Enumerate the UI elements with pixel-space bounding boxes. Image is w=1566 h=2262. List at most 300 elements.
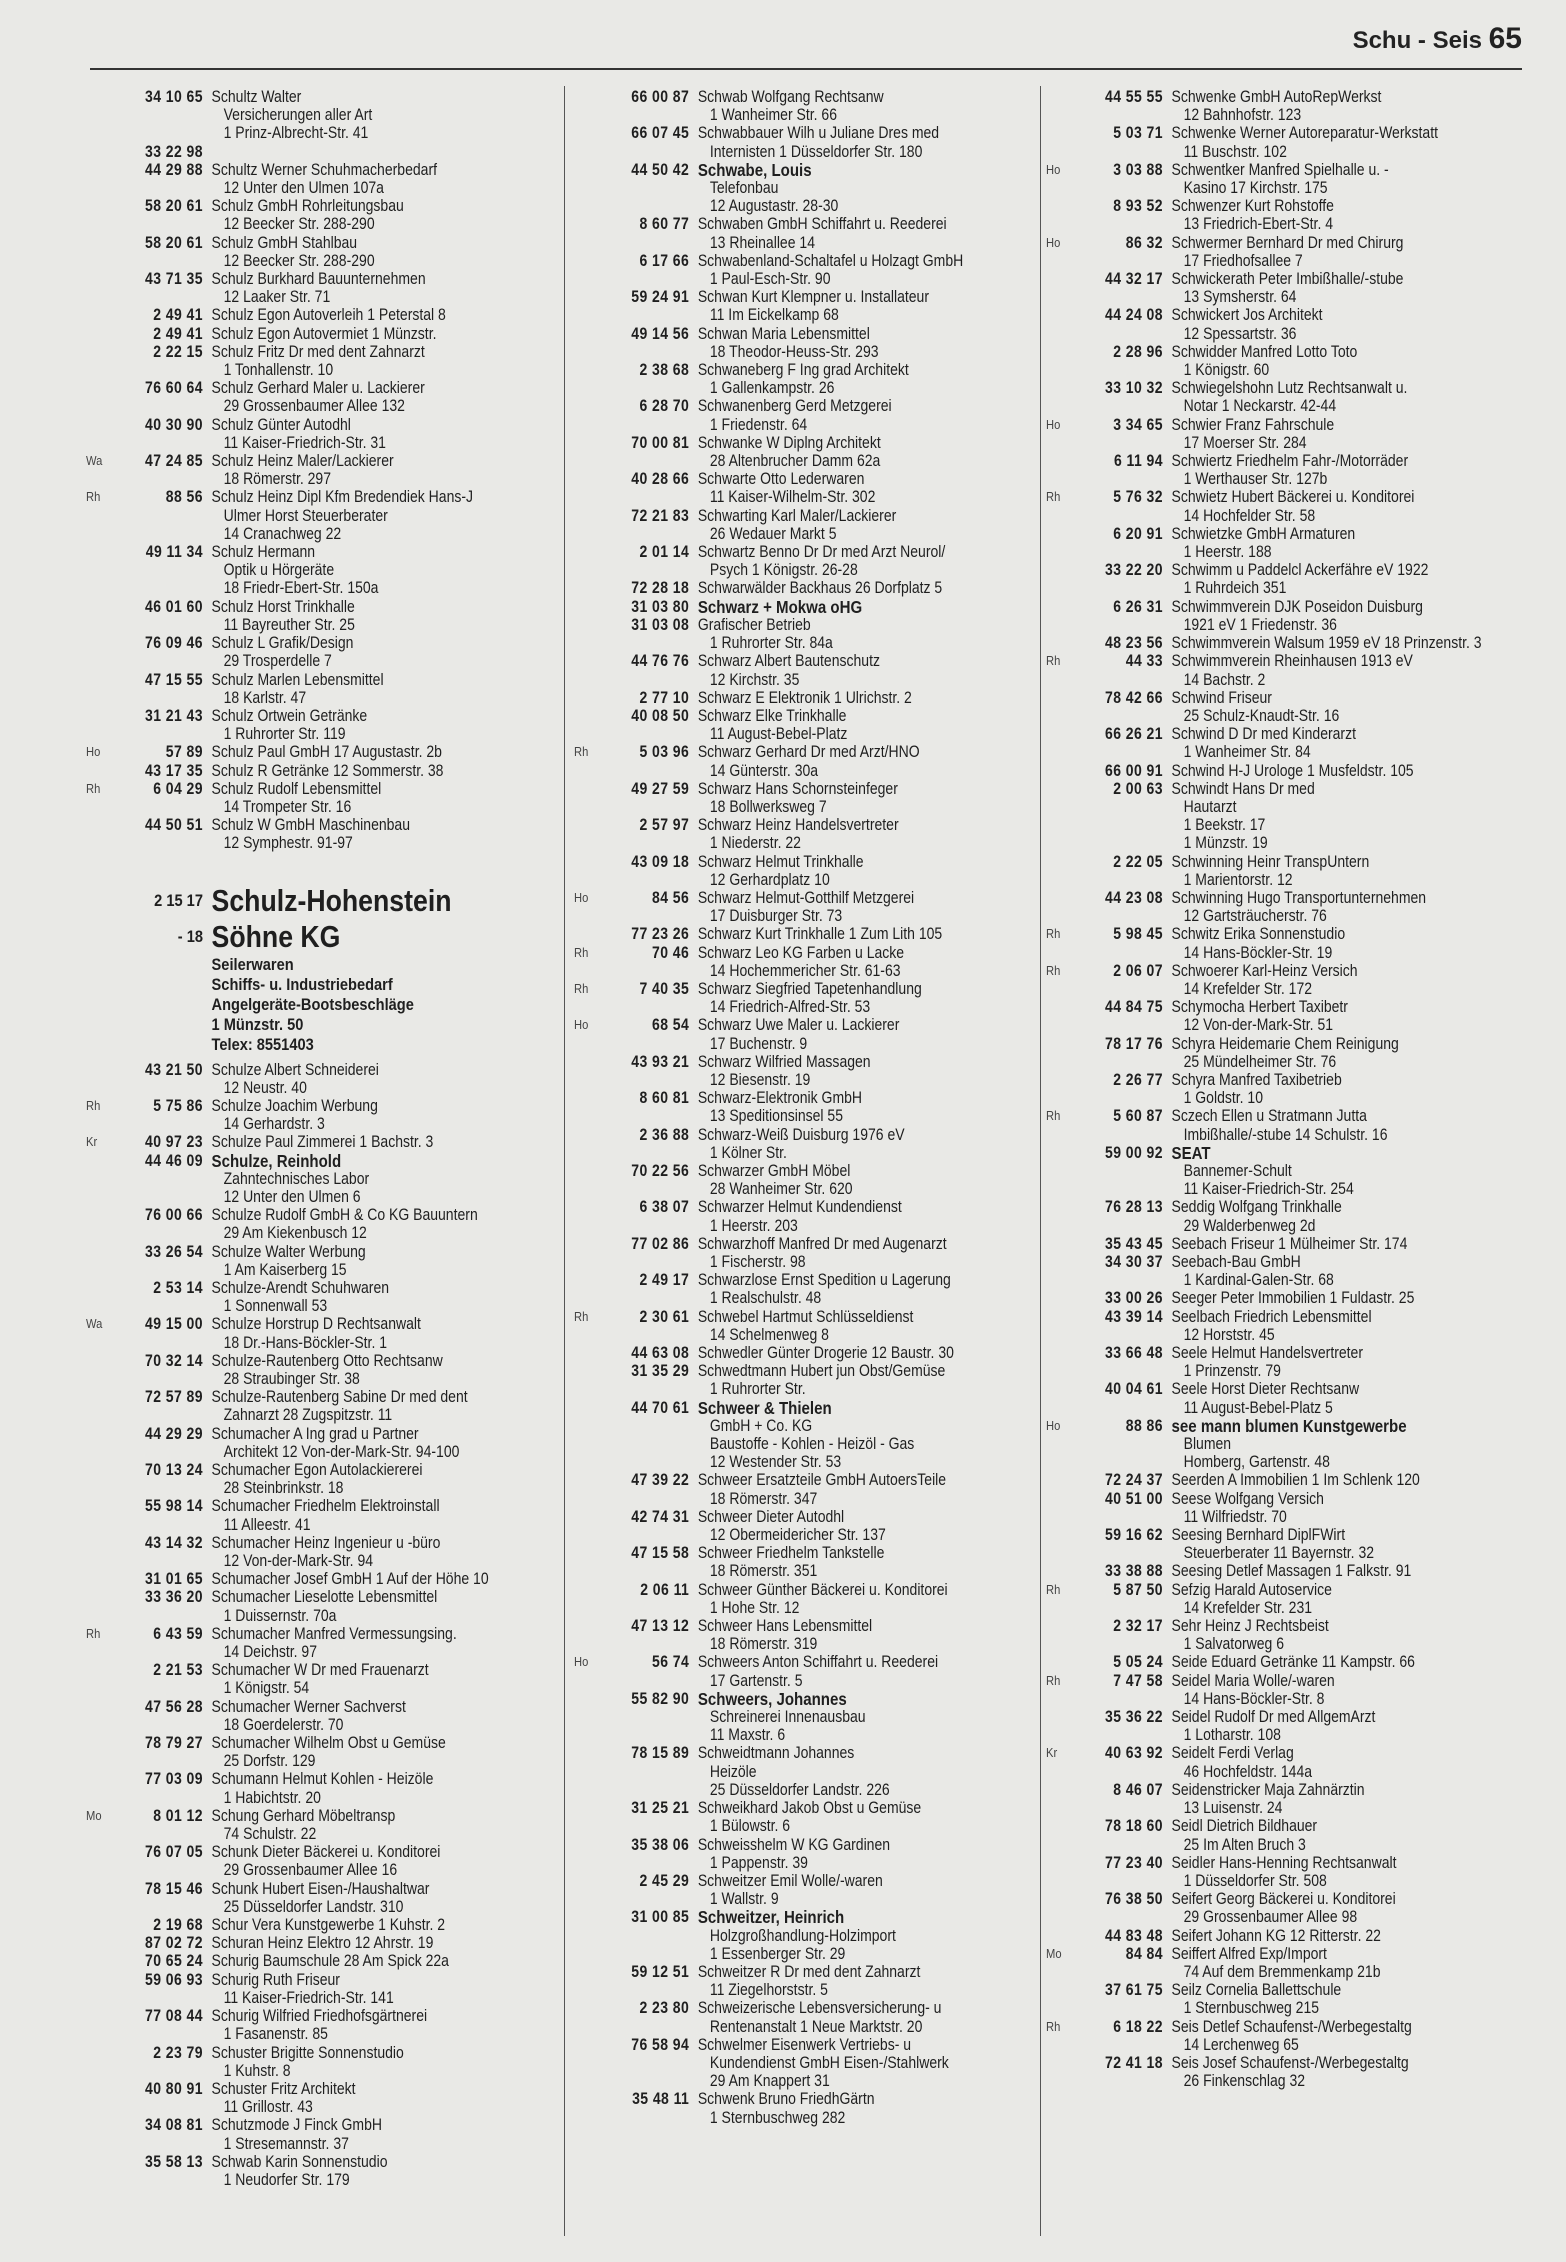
- page-number: 65: [1488, 22, 1522, 55]
- listing-detail: 25 Düsseldorfer Landstr. 226: [709, 1780, 890, 1799]
- district-code: [86, 2080, 108, 2116]
- phone-number: 2 28 96: [1113, 342, 1163, 361]
- phone-number: 6 04 29: [153, 779, 203, 798]
- listing-name: Schumacher Lieselotte Lebensmittel: [211, 1588, 438, 1607]
- phone-number: 40 51 00: [1105, 1489, 1163, 1508]
- phone-number: 34 08 81: [145, 2116, 203, 2135]
- listing-name: Schwarz Siegfried Tapetenhandlung: [697, 979, 922, 998]
- phone-number: 5 75 86: [153, 1096, 203, 1115]
- listing-entry: [574, 397, 1043, 433]
- listing-detail: 13 Speditionsinsel 55: [709, 1107, 844, 1126]
- phone-number: 5 98 45: [1113, 925, 1163, 944]
- listing-detail: 12 Von-der-Mark-Str. 94: [223, 1552, 374, 1571]
- listing-detail: 11 Kaiser-Friedrich-Str. 254: [1183, 1180, 1354, 1199]
- district-code: [574, 1198, 596, 1234]
- listing-detail: Zahnarzt 28 Zugspitzstr. 11: [223, 1406, 393, 1425]
- listing-name: Sczech Ellen u Stratmann Jutta: [1171, 1107, 1367, 1126]
- listing-text: [1172, 1071, 1529, 1107]
- listing-name: see mann blumen Kunstgewerbe: [1171, 1415, 1407, 1436]
- listing-name: Schwermer Bernhard Dr med Chirurg: [1171, 233, 1404, 252]
- listing-name: Schumacher Wilhelm Obst u Gemüse: [211, 1734, 446, 1753]
- listing-detail: Zahntechnisches Labor: [223, 1169, 370, 1188]
- listing-name: Schwarz Leo KG Farben u Lacke: [697, 943, 905, 962]
- district-code: [574, 1053, 596, 1089]
- page-header: [90, 18, 1522, 70]
- listing-name: Sehr Heinz J Rechtsbeist: [1171, 1617, 1329, 1636]
- listing-name: Schwietz Hubert Bäckerei u. Konditorei: [1171, 488, 1415, 507]
- listing-text: [1172, 1617, 1529, 1653]
- listing-detail: Versicherungen aller Art: [223, 106, 373, 125]
- featured-name: Schulz-Hohenstein: [211, 882, 452, 918]
- phone-number: 44 46 09: [145, 1151, 203, 1170]
- listing-detail: 18 Theodor-Heuss-Str. 293: [709, 342, 879, 361]
- listing-detail: Telefonbau: [709, 179, 779, 198]
- listing-text: [698, 1362, 1043, 1398]
- listing-detail: 1 Fischerstr. 98: [709, 1253, 806, 1271]
- district-code: Rh: [1046, 1581, 1061, 1597]
- listing-text: [698, 1544, 1043, 1580]
- listing-name: Schulze-Rautenberg Otto Rechtsanw: [211, 1351, 443, 1370]
- district-code: [1046, 1471, 1068, 1489]
- listing-text: [1172, 270, 1529, 306]
- phone-number: 33 36 20: [145, 1588, 203, 1607]
- listing-entry: [1046, 1744, 1529, 1780]
- district-code: Mo: [1046, 1945, 1062, 1961]
- listing-text: [698, 1617, 1043, 1653]
- district-code: [86, 1388, 108, 1424]
- listing-text: [212, 1461, 569, 1497]
- phone-number: 5 76 32: [1113, 488, 1163, 507]
- listing-name: Schulz Ortwein Getränke: [211, 706, 368, 725]
- listing-text: [698, 1016, 1043, 1052]
- district-code: [574, 689, 596, 707]
- listing-text: [212, 1807, 569, 1843]
- phone-number: 8 60 77: [639, 215, 690, 234]
- district-code: Kr: [1046, 1745, 1058, 1761]
- listing-text: [698, 652, 1043, 688]
- listing-detail: Holzgroßhandlung-Holzimport: [709, 1926, 896, 1945]
- listing-name: Schwarzhoff Manfred Dr med Augenarzt: [697, 1234, 947, 1253]
- listing-name: Schwenke GmbH AutoRepWerkst: [1171, 88, 1382, 106]
- listing-text: [212, 197, 569, 233]
- listing-text: [698, 543, 1043, 579]
- listing-text: [698, 689, 1043, 707]
- district-code: [86, 1152, 108, 1207]
- listing-name: Schwanke W Diplng Architekt: [697, 433, 881, 452]
- phone-number: 68 54: [652, 1016, 690, 1035]
- phone-number: 2 53 14: [153, 1278, 203, 1297]
- listing-entry: [1046, 343, 1529, 379]
- listing-entry: [574, 1235, 1043, 1271]
- listing-text: [212, 1588, 569, 1624]
- district-code: [86, 762, 108, 780]
- phone-number: 33 66 48: [1105, 1344, 1163, 1363]
- district-code: [1046, 197, 1068, 233]
- listing-text: [212, 1952, 569, 1970]
- column-2: [574, 88, 1044, 2238]
- listing-name: Schweitzer R Dr med dent Zahnarzt: [697, 1962, 921, 1981]
- page-heading: [1353, 22, 1522, 56]
- listing-entry: [574, 215, 1043, 251]
- listing-entry: [1046, 379, 1529, 415]
- listing-text: [698, 124, 1043, 160]
- listing-text: [698, 1836, 1043, 1872]
- district-code: [574, 1344, 596, 1362]
- district-code: Ho: [86, 744, 101, 760]
- listing-detail: 12 Westender Str. 53: [709, 1453, 842, 1472]
- district-code: [574, 1617, 596, 1653]
- listing-entry: [86, 1807, 569, 1843]
- phone-number: 43 21 50: [145, 1060, 203, 1079]
- listing-text: [212, 306, 569, 324]
- listing-text: [1172, 853, 1529, 889]
- district-code: [1046, 1071, 1068, 1107]
- district-code: Ho: [1046, 416, 1061, 432]
- listing-text: [698, 616, 1043, 652]
- listing-text: [212, 2153, 569, 2189]
- listing-entry: [574, 434, 1043, 470]
- listing-text: [698, 980, 1043, 1016]
- listing-text: [1172, 725, 1529, 761]
- listing-detail: 14 Hans-Böckler-Str. 8: [1183, 1689, 1325, 1708]
- listing-text: [698, 1235, 1043, 1271]
- listing-name: Schumacher Josef GmbH 1 Auf der Höhe 10: [211, 1570, 489, 1589]
- listing-detail: 12 Bahnhofstr. 123: [1183, 106, 1302, 125]
- listing-text: [212, 1388, 569, 1424]
- district-code: Ho: [1046, 234, 1061, 250]
- listing-name: Schulze Paul Zimmerei 1 Bachstr. 3: [211, 1133, 434, 1152]
- listing-entry: [1046, 1071, 1529, 1107]
- district-code: [574, 325, 596, 361]
- phone-number: 46 01 60: [145, 597, 203, 616]
- district-code: [574, 1362, 596, 1398]
- listing-detail: 14 Friedrich-Alfred-Str. 53: [709, 998, 871, 1017]
- listing-entry: [86, 1934, 569, 1952]
- listing-entry: [574, 579, 1043, 597]
- district-code: [86, 1243, 108, 1279]
- column-1: [86, 88, 570, 2238]
- listing-text: [1172, 1526, 1529, 1562]
- listing-entry: [574, 1399, 1043, 1472]
- listing-entry: [574, 1544, 1043, 1580]
- listing-name: Schwaben GmbH Schiffahrt u. Reederei: [697, 215, 947, 234]
- phone-number: 78 79 27: [145, 1734, 203, 1753]
- district-code: [574, 507, 596, 543]
- phone-number: 35 36 22: [1105, 1708, 1163, 1727]
- phone-number: 70 46: [652, 943, 690, 962]
- listing-name: Schulz Burkhard Bauunternehmen: [211, 270, 426, 289]
- listing-entry: [86, 1971, 569, 2007]
- listing-entry: [574, 1653, 1043, 1689]
- phone-number: 2 77 10: [639, 688, 690, 707]
- phone-number: 7 40 35: [639, 979, 690, 998]
- listing-name: Schwind D Dr med Kinderarzt: [1171, 725, 1356, 744]
- phone-number: 40 97 23: [145, 1133, 203, 1152]
- district-code: [574, 1581, 596, 1617]
- listing-entry: [574, 1344, 1043, 1362]
- listing-name: Seidelt Ferdi Verlag: [1171, 1744, 1294, 1763]
- listing-name: Schwarzer GmbH Möbel: [697, 1161, 851, 1180]
- listing-name: Schwaneberg F Ing grad Architekt: [697, 361, 909, 380]
- listing-detail: Architekt 12 Von-der-Mark-Str. 94-100: [223, 1442, 460, 1461]
- listing-entry: [1046, 1781, 1529, 1817]
- featured-detail: Schiffs- u. Industriebedarf: [211, 974, 393, 994]
- listing-detail: 14 Hans-Böckler-Str. 19: [1183, 943, 1333, 962]
- listing-text: [1172, 925, 1529, 961]
- listing-text: [212, 1534, 569, 1570]
- listing-name: Schwoerer Karl-Heinz Versich: [1171, 961, 1358, 980]
- listing-entry: [86, 452, 569, 488]
- listing-detail: 74 Auf dem Bremmenkamp 21b: [1183, 1962, 1381, 1981]
- listing-block: [86, 1061, 570, 2190]
- listing-text: [698, 1690, 1043, 1745]
- listing-text: [1172, 124, 1529, 160]
- district-code: [86, 1206, 108, 1242]
- phone-number: 44 55 55: [1105, 88, 1163, 106]
- listing-entry: [574, 1744, 1043, 1799]
- district-code: [574, 361, 596, 397]
- listing-name: Schumacher Heinz Ingenieur u -büro: [211, 1533, 441, 1552]
- listing-name: Schwarz Elke Trinkhalle: [697, 706, 847, 725]
- listing-entry: [86, 707, 569, 743]
- listing-detail: Psych 1 Königstr. 26-28: [709, 561, 858, 580]
- listing-text: [698, 1744, 1043, 1799]
- district-code: [1046, 1526, 1068, 1562]
- listing-name: Schwarz-Weiß Duisburg 1976 eV: [697, 1125, 905, 1144]
- listing-entry: [86, 1588, 569, 1624]
- listing-detail: 1 Wanheimer Str. 66: [709, 106, 837, 125]
- listing-text: [212, 270, 569, 306]
- listing-detail: 12 Von-der-Mark-Str. 51: [1183, 1016, 1334, 1035]
- listing-entry: [574, 1198, 1043, 1234]
- listing-detail: 1 Königstr. 60: [1183, 361, 1270, 380]
- district-code: [574, 1089, 596, 1125]
- phone-number: 88 56: [165, 488, 203, 507]
- listing-entry: [574, 1308, 1043, 1344]
- listing-entry: [1046, 234, 1529, 270]
- listing-text: [698, 1126, 1043, 1162]
- listing-text: [1172, 1308, 1529, 1344]
- phone-number: 44 84 75: [1105, 998, 1163, 1017]
- district-code: [574, 252, 596, 288]
- listing-name: Schulze Albert Schneiderei: [211, 1060, 379, 1079]
- district-code: [574, 470, 596, 506]
- phone-number: 49 27 59: [631, 779, 690, 798]
- listing-text: [212, 2044, 569, 2080]
- listing-name: Schulze Rudolf GmbH & Co KG Bauuntern: [211, 1206, 478, 1225]
- phone-number: 6 43 59: [153, 1624, 203, 1643]
- listing-name: Schwickert Jos Architekt: [1171, 306, 1323, 325]
- listing-entry: [574, 616, 1043, 652]
- district-code: [574, 1690, 596, 1745]
- district-code: [1046, 689, 1068, 725]
- listing-detail: 29 Grossenbaumer Allee 132: [223, 397, 405, 416]
- phone-number: 77 23 40: [1105, 1853, 1163, 1872]
- listing-entry: [86, 1497, 569, 1533]
- listing-text: [698, 1581, 1043, 1617]
- listing-name: Sefzig Harald Autoservice: [1171, 1580, 1332, 1599]
- listing-name: Schwarzer Helmut Kundendienst: [697, 1198, 902, 1217]
- listing-block: [574, 88, 1044, 2127]
- listing-text: [212, 488, 569, 543]
- phone-number: 3 34 65: [1113, 415, 1163, 434]
- listing-block: [86, 88, 570, 853]
- phone-number: 44 29 29: [145, 1424, 203, 1443]
- listing-text: [212, 416, 569, 452]
- listing-name: Schwab Wolfgang Rechtsanw: [697, 88, 884, 106]
- listing-entry: [1046, 1471, 1529, 1489]
- listing-name: Schwarz Gerhard Dr med Arzt/HNO: [697, 743, 920, 762]
- phone-number: 3 03 88: [1113, 160, 1163, 179]
- listing-name: Schwarz + Mokwa oHG: [697, 596, 863, 617]
- listing-entry: [574, 689, 1043, 707]
- listing-text: [698, 853, 1043, 889]
- listing-detail: 25 Mündelheimer Str. 76: [1183, 1052, 1337, 1071]
- listing-text: [1172, 1380, 1529, 1416]
- phone-number: 78 42 66: [1105, 688, 1163, 707]
- listing-detail: 12 Gerhardplatz 10: [709, 870, 830, 889]
- listing-detail: Kundendienst GmbH Eisen-/Stahlwerk: [709, 2053, 949, 2072]
- listing-text: [1172, 488, 1529, 524]
- listing-name: Schulz GmbH Rohrleitungsbau: [211, 197, 404, 216]
- listing-text: [698, 743, 1043, 779]
- district-code: [574, 2036, 596, 2091]
- phone-number: 2 30 61: [639, 1307, 690, 1326]
- listing-detail: 17 Gartenstr. 5: [709, 1671, 803, 1690]
- phone-number: 44 50 42: [631, 160, 690, 179]
- listing-entry: [574, 361, 1043, 397]
- listing-name: Seidl Dietrich Bildhauer: [1171, 1817, 1318, 1836]
- listing-entry: [86, 1534, 569, 1570]
- listing-name: Schwabbauer Wilh u Juliane Dres med: [697, 124, 940, 143]
- phone-number: 72 41 18: [1105, 2053, 1163, 2072]
- listing-entry: [86, 1097, 569, 1133]
- listing-name: Schwenke Werner Autoreparatur-Werkstatt: [1171, 124, 1438, 143]
- listing-detail: 1 Düsseldorfer Str. 508: [1183, 1871, 1327, 1890]
- listing-detail: 17 Buchenstr. 9: [709, 1034, 808, 1053]
- listing-name: Schwind H-J Urologe 1 Musfeldstr. 105: [1171, 761, 1414, 780]
- listing-text: [212, 1152, 569, 1207]
- listing-entry: [574, 2036, 1043, 2091]
- district-code: [86, 1734, 108, 1770]
- phone-number: 6 28 70: [639, 397, 690, 416]
- listing-text: [212, 2007, 569, 2043]
- listing-entry: [574, 543, 1043, 579]
- listing-detail: Bannemer-Schult: [1183, 1161, 1292, 1180]
- listing-text: [212, 1061, 569, 1097]
- listing-name: Seidel Rudolf Dr med AllgemArzt: [1171, 1708, 1376, 1727]
- listing-name: Seilz Cornelia Ballettschule: [1171, 1981, 1342, 2000]
- phone-number: 70 13 24: [145, 1461, 203, 1479]
- listing-detail: 14 Hochfelder Str. 58: [1183, 506, 1316, 525]
- listing-name: Schumann Helmut Kohlen - Heizöle: [211, 1770, 434, 1789]
- listing-name: Schulz W GmbH Maschinenbau: [211, 816, 411, 835]
- listing-name: Schung Gerhard Möbeltransp: [211, 1806, 396, 1825]
- listing-entry: [1046, 634, 1529, 652]
- phone-number: 76 60 64: [145, 379, 203, 398]
- district-code: [86, 2044, 108, 2080]
- listing-name: Schulze Joachim Werbung: [211, 1096, 378, 1115]
- listing-name: Schulz Horst Trinkhalle: [211, 597, 355, 616]
- listing-text: [698, 579, 1043, 597]
- listing-entry: [1046, 598, 1529, 634]
- phone-number: 5 87 50: [1113, 1580, 1163, 1599]
- listing-entry: [86, 1625, 569, 1661]
- listing-detail: 14 Krefelder Str. 231: [1183, 1598, 1313, 1617]
- phone-number: 8 46 07: [1113, 1780, 1163, 1799]
- listing-text: [698, 1471, 1043, 1507]
- listing-detail: 1 Wanheimer Str. 84: [1183, 743, 1311, 762]
- district-code: [86, 143, 108, 161]
- district-code: Ho: [574, 1654, 589, 1670]
- listing-text: [698, 598, 1043, 616]
- phone-number: 87 02 72: [145, 1934, 203, 1953]
- listing-entry: [86, 1661, 569, 1697]
- district-code: Rh: [574, 1308, 589, 1324]
- listing-name: Schulze Walter Werbung: [211, 1242, 366, 1261]
- listing-detail: 25 Dorfstr. 129: [223, 1752, 316, 1771]
- district-code: [86, 598, 108, 634]
- listing-entry: [1046, 2054, 1529, 2090]
- listing-name: Seifert Johann KG 12 Ritterstr. 22: [1171, 1926, 1381, 1945]
- listing-entry: [574, 1581, 1043, 1617]
- district-code: [86, 1770, 108, 1806]
- phone-number: 6 17 66: [639, 251, 690, 270]
- district-code: [1046, 1198, 1068, 1234]
- listing-text: [698, 1271, 1043, 1307]
- listing-text: [1172, 1490, 1529, 1526]
- listing-entry: [1046, 1708, 1529, 1744]
- listing-entry: [86, 1461, 569, 1497]
- phone-number: 31 03 80: [631, 597, 690, 616]
- listing-name: Schumacher Manfred Vermessungsing.: [211, 1624, 457, 1643]
- listing-name: Schwentker Manfred Spielhalle u. -: [1171, 160, 1389, 179]
- district-code: [574, 1963, 596, 1999]
- phone-number: 44 23 08: [1105, 888, 1163, 907]
- district-code: [574, 1399, 596, 1472]
- listing-text: [1172, 1471, 1529, 1489]
- district-code: [86, 1971, 108, 2007]
- listing-detail: 1 Neudorfer Str. 179: [223, 2170, 350, 2189]
- listing-name: Schymocha Herbert Taxibetr: [1171, 998, 1348, 1017]
- district-code: [86, 2153, 108, 2189]
- listing-text: [1172, 197, 1529, 233]
- listing-detail: 13 Symsherstr. 64: [1183, 288, 1297, 307]
- listing-entry: [1046, 416, 1529, 452]
- listing-entry: [86, 780, 569, 816]
- district-code: Rh: [574, 980, 589, 996]
- listing-text: [698, 1344, 1043, 1362]
- district-code: [86, 634, 108, 670]
- listing-entry: [574, 1053, 1043, 1089]
- listing-name: Schwindt Hans Dr med: [1171, 779, 1315, 798]
- listing-detail: 1 Wallstr. 9: [709, 1890, 779, 1909]
- phone-number: 40 63 92: [1105, 1744, 1163, 1763]
- listing-name: Schulz Egon Autovermiet 1 Münzstr.: [211, 324, 437, 343]
- phone-number: 84 56: [652, 888, 690, 907]
- listing-detail: 28 Straubinger Str. 38: [223, 1369, 360, 1388]
- listing-text: [698, 1908, 1043, 1963]
- listing-entry: [1046, 1581, 1529, 1617]
- listing-name: Schulz R Getränke 12 Sommerstr. 38: [211, 761, 444, 780]
- listing-text: [212, 671, 569, 707]
- listing-detail: 1 Stresemannstr. 37: [223, 2134, 349, 2153]
- listing-detail: 1 Ruhrorter Str. 119: [223, 725, 346, 744]
- phone-number: 40 30 90: [145, 415, 203, 434]
- listing-text: [698, 1308, 1043, 1344]
- listing-detail: 1 Kölner Str.: [709, 1143, 787, 1162]
- listing-text: [1172, 998, 1529, 1034]
